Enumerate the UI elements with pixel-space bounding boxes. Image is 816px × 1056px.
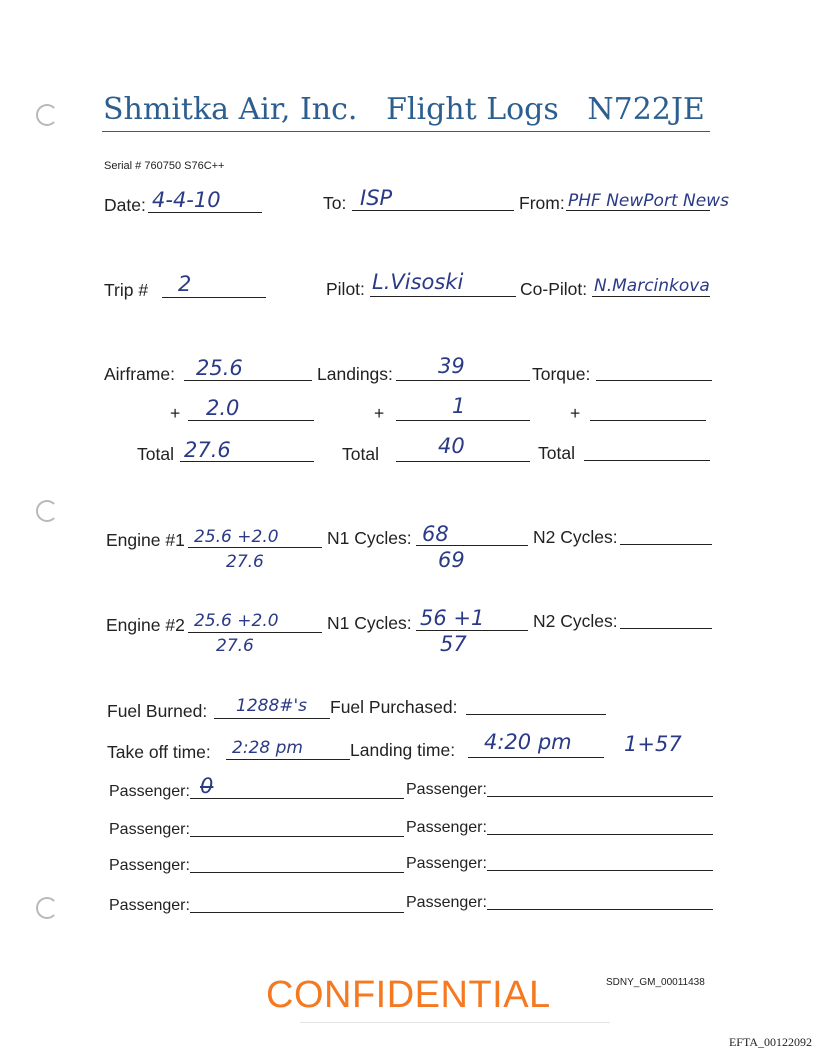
passenger-line-6 (487, 870, 713, 871)
engine1-total-value: 27.6 (226, 552, 264, 572)
engine1-n2-line (620, 544, 712, 545)
passenger-label-3: Passenger: (109, 821, 190, 838)
takeoff-line (226, 759, 350, 760)
passenger-label-8: Passenger: (406, 894, 487, 911)
engine2-line (188, 632, 322, 633)
torque-label: Torque: (532, 364, 591, 384)
passenger-line-7 (190, 912, 404, 913)
serial-number: Serial # 760750 S76C++ (104, 160, 225, 172)
trip-value: 2 (178, 272, 192, 296)
landing-time-label: Landing time: (350, 740, 456, 760)
title-underline (102, 131, 710, 132)
takeoff-value: 2:28 pm (232, 738, 303, 758)
engine1-line (188, 547, 322, 548)
to-line (352, 210, 514, 211)
landings-total-value: 40 (438, 434, 465, 458)
efta-number: EFTA_00122092 (728, 1035, 812, 1049)
torque-line (596, 380, 712, 381)
passenger-line-1 (190, 798, 404, 799)
passenger-label-7: Passenger: (109, 897, 190, 914)
from-label: From: (519, 193, 565, 213)
trip-label: Trip # (104, 280, 149, 300)
engine2-value: 25.6 +2.0 (194, 611, 279, 631)
torque-plus: + (570, 403, 581, 423)
engine2-n2-label: N2 Cycles: (533, 611, 618, 631)
landings-label: Landings: (317, 364, 393, 384)
engine2-n1-line (416, 630, 528, 631)
fuel-purchased-line (466, 714, 606, 715)
to-label: To: (323, 193, 347, 213)
fuel-burned-value: 1288#'s (236, 696, 308, 716)
passenger-line-2 (487, 796, 713, 797)
passenger-line-3 (190, 836, 404, 837)
landings-add-line (396, 420, 530, 421)
passenger-value-1: 0 (200, 774, 214, 798)
passenger-label-5: Passenger: (109, 857, 190, 874)
passenger-label-1: Passenger: (109, 783, 190, 800)
airframe-add-value: 2.0 (206, 396, 240, 420)
confidential-stamp: CONFIDENTIAL (266, 974, 551, 1016)
torque-total-label: Total (538, 443, 575, 463)
page-title: Shmitka Air, Inc. Flight Logs N722JE (103, 92, 705, 127)
landings-total-label: Total (342, 444, 379, 464)
landings-total-line (396, 461, 530, 462)
date-line (148, 212, 262, 213)
landings-line (396, 380, 530, 381)
engine1-value: 25.6 +2.0 (194, 527, 279, 547)
passenger-line-5 (190, 872, 404, 873)
pilot-label: Pilot: (326, 279, 365, 299)
landings-add-value: 1 (452, 394, 466, 418)
landings-plus: + (374, 403, 385, 423)
takeoff-label: Take off time: (107, 742, 211, 762)
engine2-total-value: 27.6 (216, 636, 254, 656)
pilot-line (370, 296, 516, 297)
engine1-n1-label: N1 Cycles: (327, 528, 412, 548)
passenger-line-4 (487, 834, 713, 835)
copilot-value: N.Marcinkova (594, 276, 710, 296)
passenger-label-4: Passenger: (406, 819, 487, 836)
engine1-label: Engine #1 (106, 530, 185, 550)
airframe-total-label: Total (137, 444, 174, 464)
engine1-n2-label: N2 Cycles: (533, 527, 618, 547)
engine2-n2-line (620, 628, 712, 629)
binder-hole-top (36, 104, 58, 126)
torque-total-line (584, 460, 710, 461)
engine2-n1-label: N1 Cycles: (327, 613, 412, 633)
copilot-line (592, 296, 710, 297)
flight-duration-note: 1+57 (624, 732, 682, 756)
engine2-label: Engine #2 (106, 615, 185, 635)
landing-time-line (468, 757, 604, 758)
airframe-total-value: 27.6 (184, 438, 231, 462)
airframe-label: Airframe: (104, 364, 175, 384)
document-id: SDNY_GM_00011438 (606, 977, 705, 988)
landing-time-value: 4:20 pm (484, 730, 572, 754)
bottom-scan-line (300, 1022, 610, 1023)
engine2-n1-total-value: 57 (440, 632, 467, 656)
airframe-line (184, 380, 312, 381)
binder-hole-bottom (36, 897, 58, 919)
airframe-plus: + (170, 403, 181, 423)
airframe-add-line (188, 420, 314, 421)
passenger-label-6: Passenger: (406, 855, 487, 872)
engine1-n1-total-value: 69 (438, 548, 465, 572)
engine2-n1-value: 56 +1 (420, 606, 485, 630)
from-value: PHF NewPort News (568, 191, 729, 211)
landings-value: 39 (438, 354, 465, 378)
passenger-label-2: Passenger: (406, 781, 487, 798)
date-label: Date: (104, 195, 146, 215)
pilot-value: L.Visoski (372, 270, 464, 294)
fuel-purchased-label: Fuel Purchased: (330, 697, 458, 717)
fuel-burned-line (214, 718, 330, 719)
fuel-burned-label: Fuel Burned: (107, 701, 208, 721)
copilot-label: Co-Pilot: (520, 279, 588, 299)
binder-hole-middle (36, 500, 58, 522)
torque-add-line (590, 420, 706, 421)
trip-line (162, 297, 266, 298)
to-value: ISP (360, 186, 393, 210)
airframe-value: 25.6 (196, 356, 243, 380)
engine1-n1-value: 68 (422, 522, 449, 546)
date-value: 4-4-10 (152, 188, 221, 212)
passenger-line-8 (487, 909, 713, 910)
